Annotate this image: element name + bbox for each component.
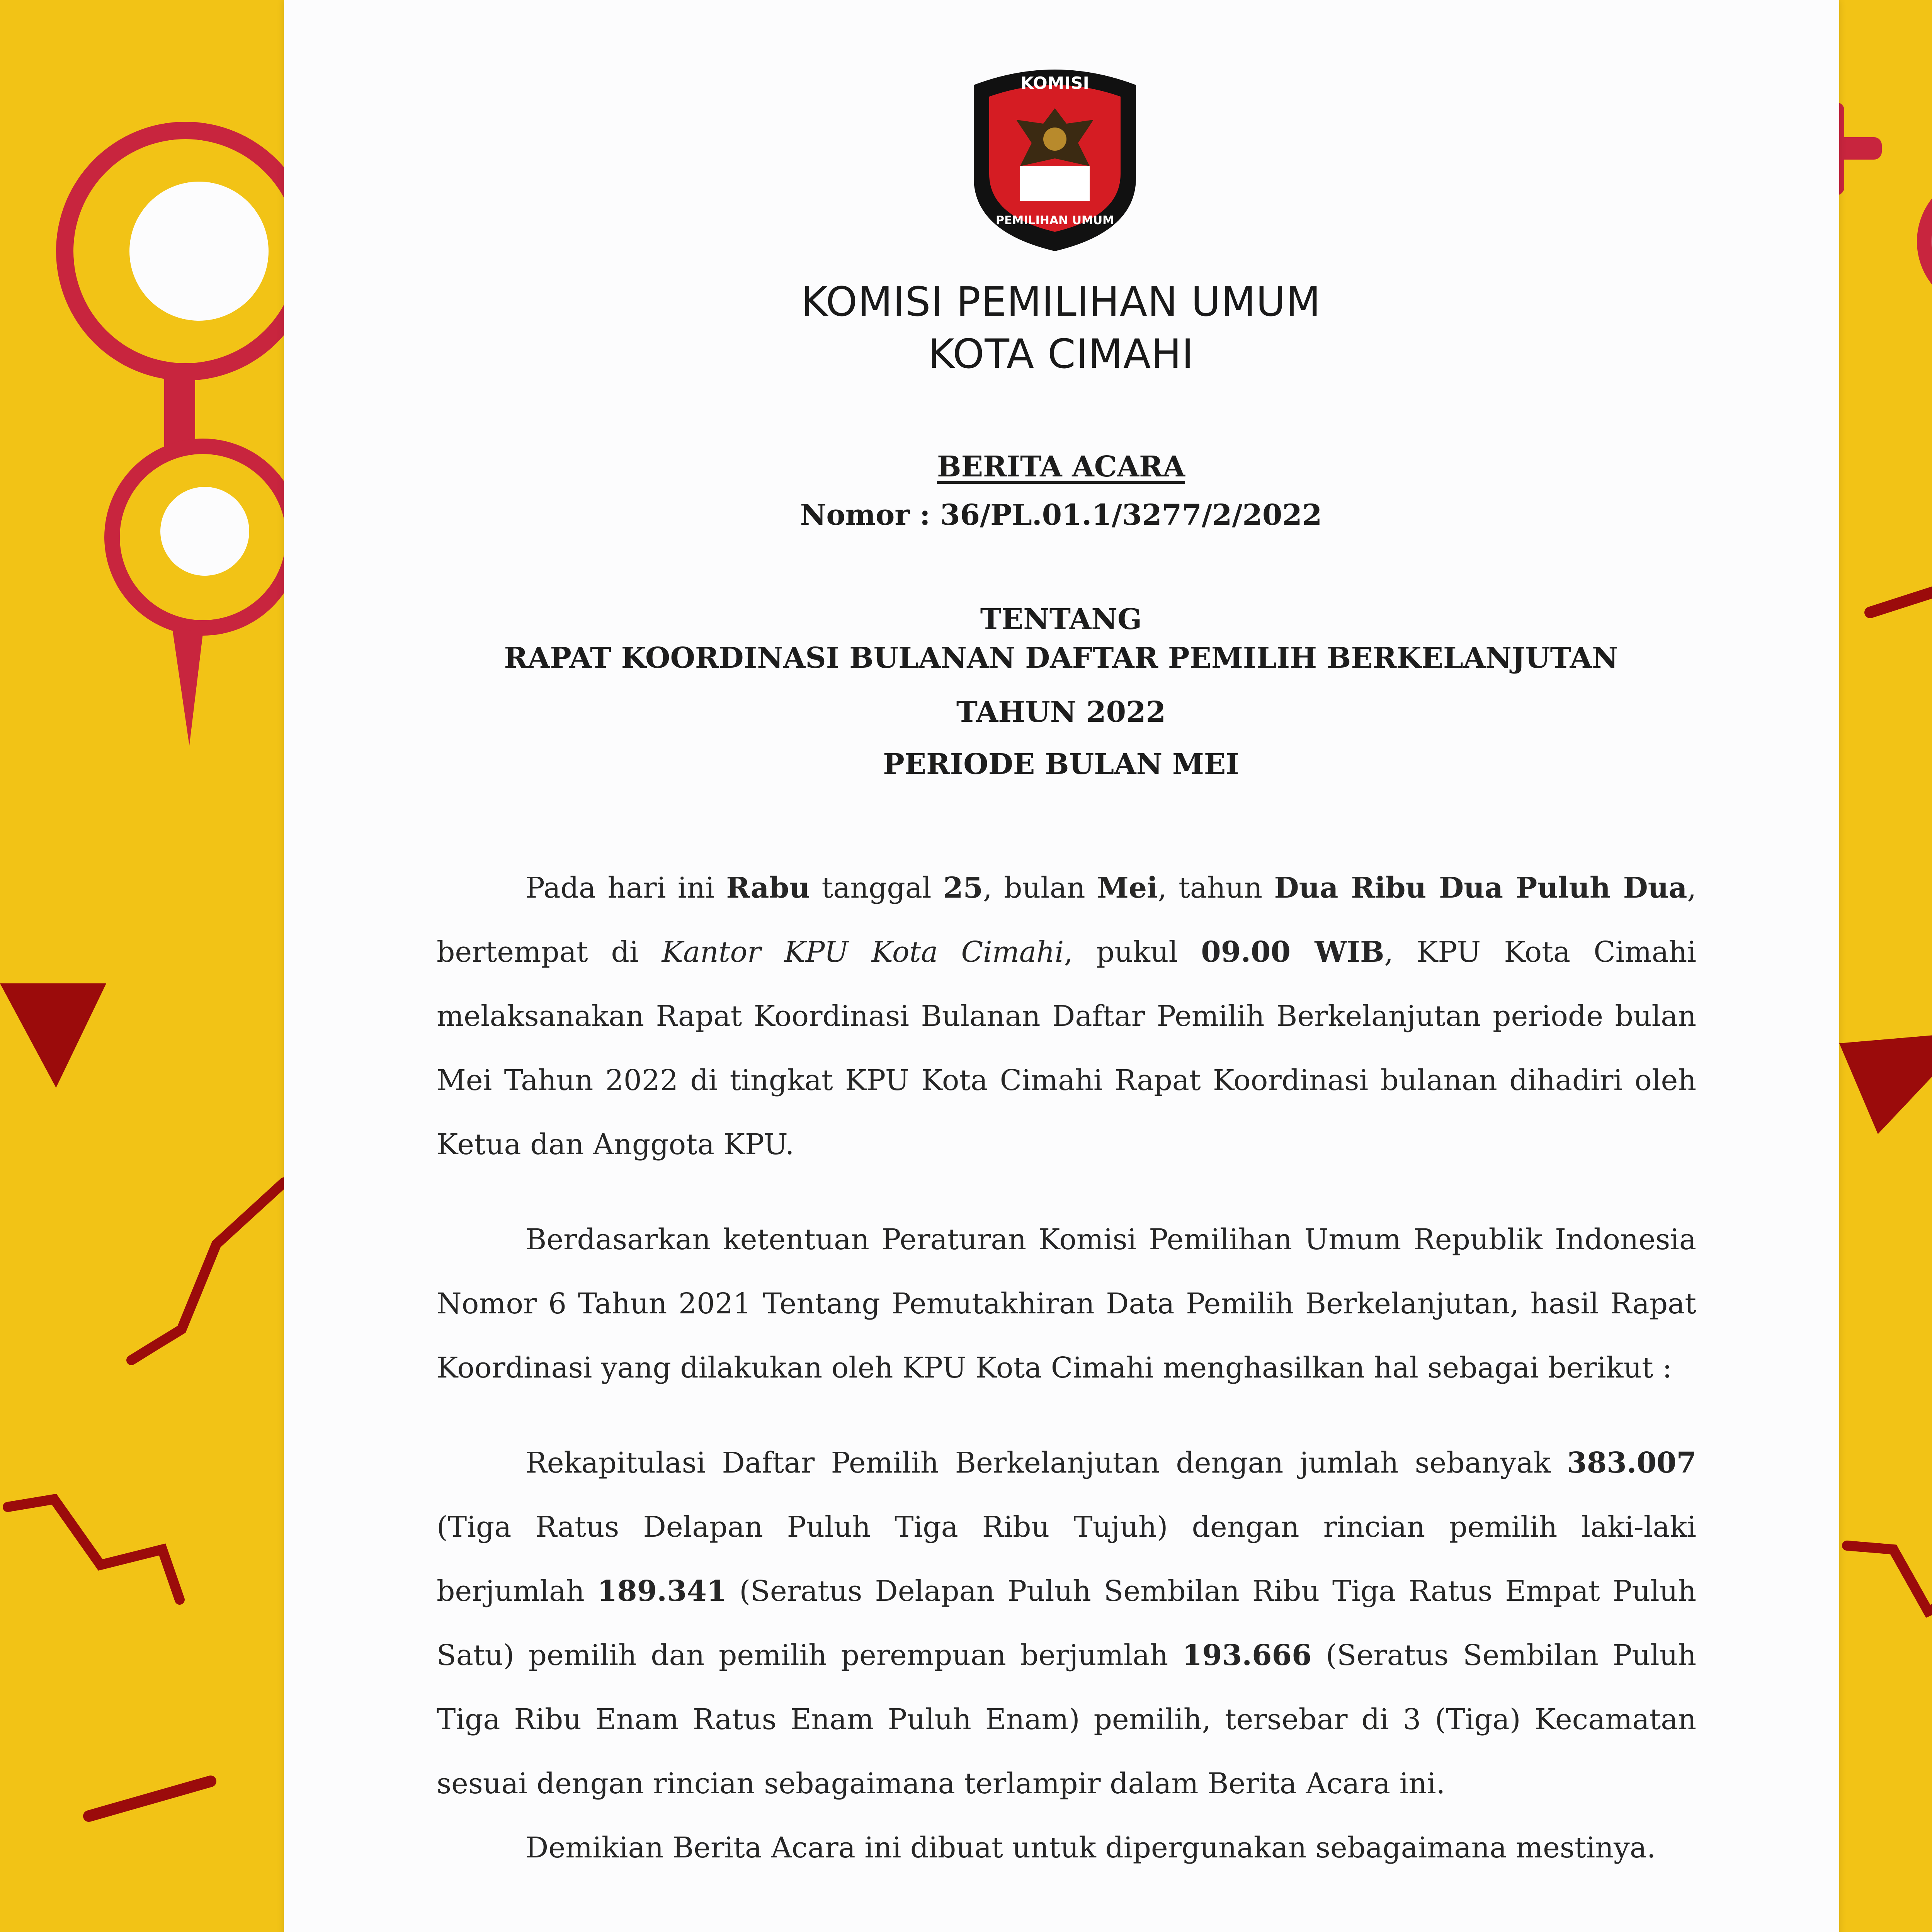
subject-heading: RAPAT KOORDINASI BULANAN DAFTAR PEMILIH BERKELANJUTAN — [504, 641, 1618, 675]
female-voters-value: 193.666 — [1182, 1639, 1312, 1672]
day-value: Rabu — [726, 871, 810, 905]
time-value: 09.00 WIB — [1201, 935, 1384, 969]
document-type-title: BERITA ACARA — [937, 450, 1185, 483]
left-zigzag-1 — [131, 1182, 284, 1360]
year-heading: TAHUN 2022 — [956, 696, 1166, 729]
about-heading: TENTANG — [980, 603, 1142, 636]
paragraph-closing: Demikian Berita Acara ini dibuat untuk dipergunakan sebagaimana mestinya. — [526, 1831, 1656, 1864]
month-value: Mei — [1097, 871, 1158, 905]
right-triangle — [1839, 1032, 1932, 1134]
document-body — [437, 856, 1696, 1880]
left-dash — [89, 1781, 211, 1816]
logo-bottom-text: PEMILIHAN UMUM — [995, 214, 1114, 227]
year-words-value: Dua Ribu Dua Puluh Dua — [1274, 871, 1687, 905]
period-heading: PERIODE BULAN MEI — [883, 748, 1239, 781]
logo-top-text: KOMISI — [1020, 73, 1089, 93]
paragraph-recapitulation: Rekapitulasi Daftar Pemilih Berkelanjutan dengan jumlah sebanyak 383.007 (Tiga Ratus Delapan Puluh Tiga Ribu Tujuh) dengan rincian pemilih laki-laki berjumlah 189.341 (Seratus Delapan Puluh Sembilan Ribu Tiga Ratus Empat Puluh Satu) pemilih dan pemilih perempuan berjumlah 193.666 (Seratus Sembilan Puluh Tiga Ribu Enam Ratus Enam Puluh Enam) pemilih, tersebar di 3 (Tiga) Kecamatan sesuai dengan rincian sebagaimana terlampir dalam Berita Acara ini. — [437, 1446, 1696, 1800]
kpu-logo — [966, 62, 1144, 255]
right-zigzag-2 — [1847, 1546, 1932, 1646]
org-name-line2: KOTA CIMAHI — [928, 330, 1194, 378]
left-triangle — [0, 983, 106, 1088]
left-zigzag-2 — [8, 1499, 180, 1600]
org-name-line1: KOMISI PEMILIHAN UMUM — [801, 278, 1321, 325]
date-value: 25 — [943, 871, 983, 905]
place-value: Kantor KPU Kota Cimahi — [662, 935, 1064, 969]
paragraph-opening: Pada hari ini Rabu tanggal 25, bulan Mei, tahun Dua Ribu Dua Puluh Dua, bertempat di Kantor KPU Kota Cimahi, pukul 09.00 WIB, KPU Kota Cimahi melaksanakan Rapat Koordinasi Bulanan Daftar Pemilih Berkelanjutan periode bulan Mei Tahun 2022 di tingkat KPU Kota Cimahi Rapat Koordinasi bulanan dihadiri oleh Ketua dan Anggota KPU. — [437, 871, 1697, 1161]
male-voters-value: 189.341 — [597, 1575, 727, 1608]
document-number: Nomor : 36/PL.01.1/3277/2/2022 — [800, 498, 1322, 532]
total-voters-value: 383.007 — [1567, 1446, 1696, 1480]
paragraph-legal-basis: Berdasarkan ketentuan Peraturan Komisi Pemilihan Umum Republik Indonesia Nomor 6 Tahun 2021 Tentang Pemutakhiran Data Pemilih Berkelanjutan, hasil Rapat Koordinasi yang dilakukan oleh KPU Kota Cimahi menghasilkan hal sebagai berikut : — [437, 1223, 1696, 1384]
